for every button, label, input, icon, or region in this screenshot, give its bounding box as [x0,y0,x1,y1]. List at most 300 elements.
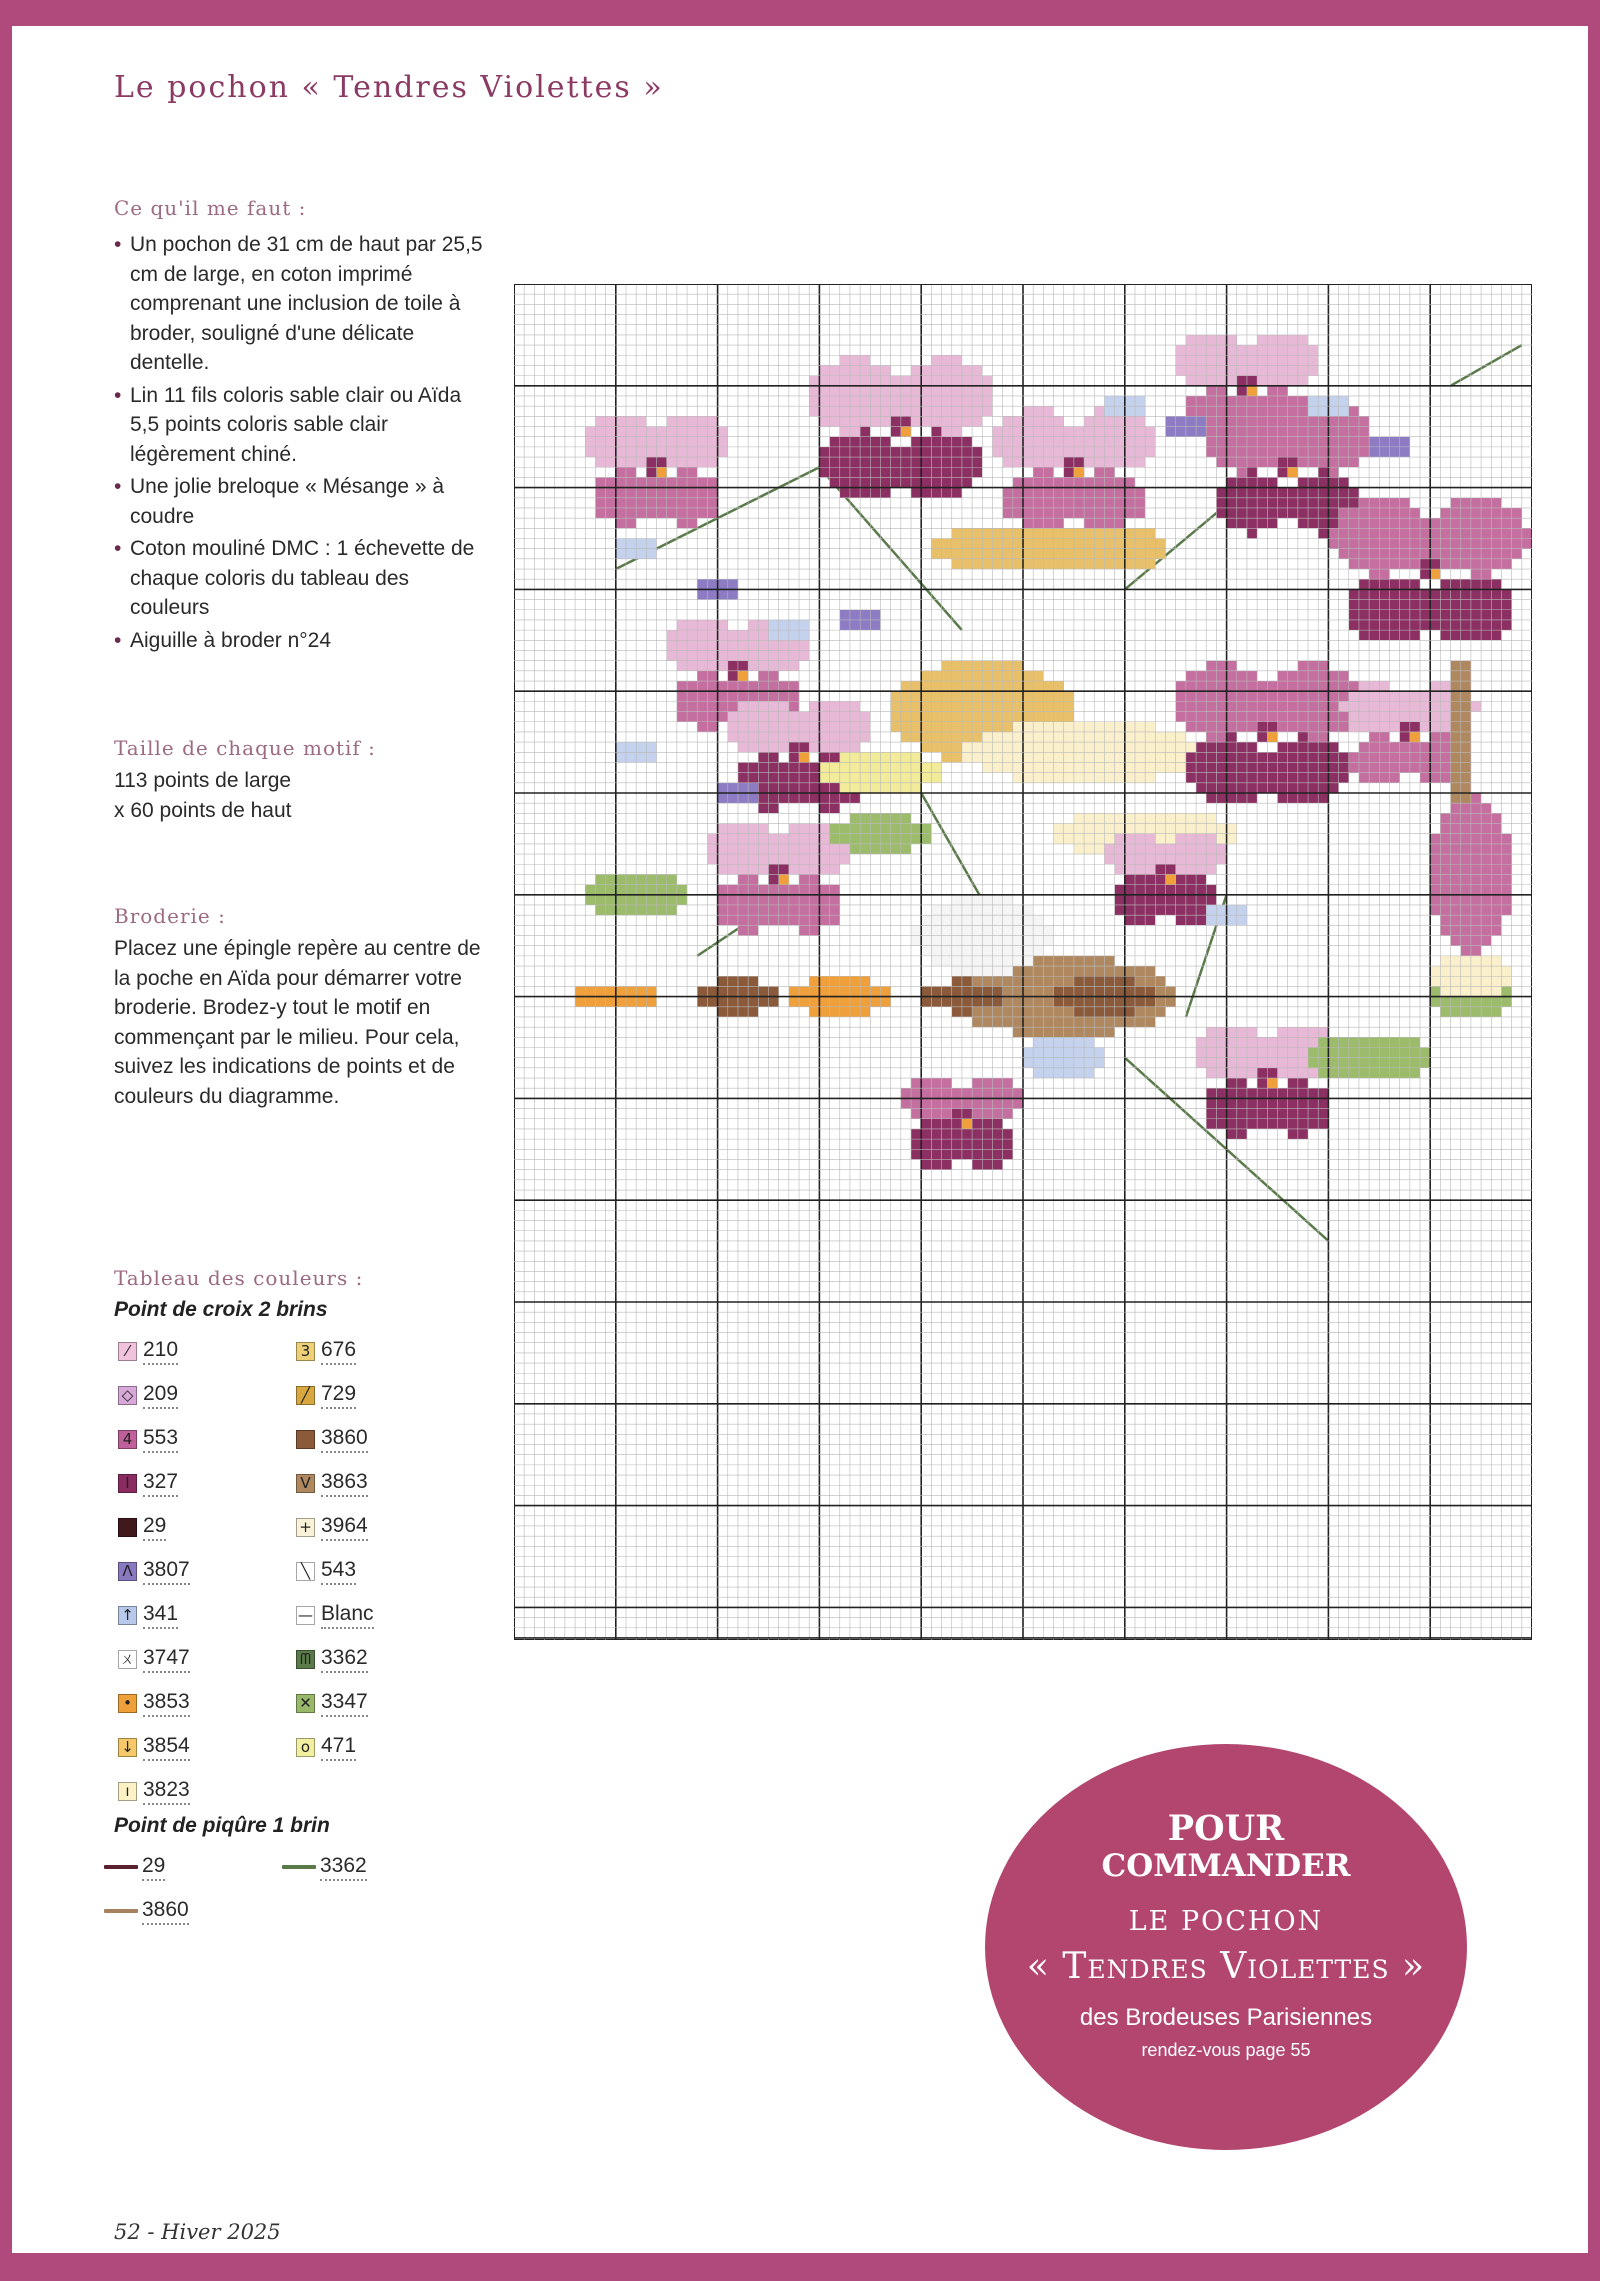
basket-base [1094,956,1104,966]
violet-5-petal [1359,447,1369,457]
basket-base [1074,1027,1084,1037]
basket-rim [1166,752,1176,762]
ribbon-left [585,997,595,1007]
basket-handle [982,549,992,559]
basket-body [942,712,952,722]
white-flower [1003,946,1013,956]
basket-rim [1094,773,1104,783]
basket-body [1033,701,1043,711]
violet-3-petal [1043,477,1053,487]
violet-12-petal [738,864,748,874]
pot [1440,854,1450,864]
violet-13-petal [1288,1058,1298,1068]
basket-base [1084,997,1094,1007]
violet-13-petal [1196,1048,1206,1058]
violet-8-petal [850,793,860,803]
violet-5-petal [1267,447,1277,457]
violet-8-petal [819,803,829,813]
violet-3-petal [1104,457,1114,467]
leaf [1369,1048,1379,1058]
violet-13-petal [1247,1088,1257,1098]
violet-13-petal [1308,1088,1318,1098]
violet-13-petal [1216,1048,1226,1058]
violet-13-petal [1227,1078,1237,1088]
pot [1491,915,1501,925]
violet-8-petal [758,742,768,752]
violet-11-petal [1145,844,1155,854]
small-flower [1033,1068,1043,1078]
violet-6-petal [1420,539,1430,549]
violet-6-petal [1400,539,1410,549]
violet-14-eye [962,1119,972,1129]
white-flower [942,946,952,956]
ribbon-mid [809,1007,819,1017]
violet-13-petal [1237,1037,1247,1047]
basket-body [942,732,952,742]
violet-6-petal [1491,630,1501,640]
violet-13-petal [1278,1088,1288,1098]
basket-handle [1155,549,1165,559]
violet-10-petal [1410,701,1420,711]
violet-5-petal [1298,498,1308,508]
violet-8-petal [758,752,768,762]
violet-3-petal [1074,508,1084,518]
violet-2-petal [830,437,840,447]
violet-10-petal [1440,691,1450,701]
violet-5-eye [1288,467,1298,477]
violet-11-petal [1104,854,1114,864]
violet-8-petal [738,722,748,732]
basket-base [1074,997,1084,1007]
small-flower [1176,416,1186,426]
small-flower [1074,1068,1084,1078]
pot [1461,834,1471,844]
leaf [1410,1068,1420,1078]
violet-13-petal [1267,1058,1277,1068]
violet-2-petal [840,396,850,406]
violet-5-petal [1298,437,1308,447]
basket-body [1054,701,1064,711]
violet-14-petal [952,1088,962,1098]
violet-2-petal [840,365,850,375]
basket-base [1033,1027,1043,1037]
ribbon-mid [850,986,860,996]
violet-10-petal [1349,762,1359,772]
basket-handle [1054,539,1064,549]
pot [1471,803,1481,813]
small-flower [1339,396,1349,406]
violet-12-petal [748,824,758,834]
violet-5-petal [1227,406,1237,416]
pot-stem [1451,671,1461,681]
leaf [636,874,646,884]
white-flower [1013,915,1023,925]
basket-handle [1003,539,1013,549]
violet-11-center [1155,864,1165,874]
basket-body [942,671,952,681]
violet-3-petal [1094,488,1104,498]
violet-9-petal [1257,691,1267,701]
violet-6-petal [1491,559,1501,569]
basket-handle [1013,528,1023,538]
violet-5-petal [1206,427,1216,437]
leaf [911,824,921,834]
violet-1-petal [687,498,697,508]
violet-3-petal [1135,447,1145,457]
violet-13-petal [1288,1037,1298,1047]
violet-6-petal [1389,630,1399,640]
violet-12-petal [728,905,738,915]
violet-2-petal [931,467,941,477]
violet-4-petal [1216,396,1226,406]
basket-handle [1104,528,1114,538]
pot-stem [1451,701,1461,711]
color-key-3853 [118,1688,190,1718]
basket-rim [1125,752,1135,762]
basket-base [1125,1007,1135,1017]
violet-8-petal [840,701,850,711]
basket-body [952,671,962,681]
violet-8-petal [758,783,768,793]
small-flower [1389,447,1399,457]
ribbon-mid [870,986,880,996]
basket-base [1003,976,1013,986]
violet-12-petal [718,834,728,844]
violet-10-center [1400,732,1410,742]
violet-5-petal [1237,427,1247,437]
violet-6-petal [1481,600,1491,610]
basket-rim [1023,742,1033,752]
violet-7-petal [697,661,707,671]
violet-12-petal [809,864,819,874]
violet-1-petal [616,427,626,437]
violet-3-petal [1104,427,1114,437]
violet-6-petal [1379,539,1389,549]
violet-2-petal [942,386,952,396]
violet-6-petal [1491,579,1501,589]
violet-6-petal [1349,508,1359,518]
violet-14-petal [952,1149,962,1159]
violet-3-petal [1054,457,1064,467]
violet-2-petal [830,386,840,396]
violet-3-petal [1145,427,1155,437]
violet-1-petal [687,416,697,426]
violet-6-petal [1379,589,1389,599]
white-flower [931,915,941,925]
violet-9-petal [1247,752,1257,762]
violet-4-petal [1237,345,1247,355]
violet-9-petal [1227,773,1237,783]
pot [1461,915,1471,925]
pot-band [1501,966,1511,976]
violet-1-petal [707,457,717,467]
basket-base [1033,997,1043,1007]
violet-3-petal [1033,416,1043,426]
pot [1461,864,1471,874]
white-flower [942,905,952,915]
violet-10-petal [1389,722,1399,732]
pot [1481,915,1491,925]
violet-7-petal [738,691,748,701]
violet-11-petal [1186,854,1196,864]
violet-1-petal [657,437,667,447]
violet-2-petal [819,467,829,477]
violet-13-petal [1257,1058,1267,1068]
basket-rim [972,742,982,752]
violet-13-petal [1278,1119,1288,1129]
violet-5-petal [1308,477,1318,487]
violet-1-petal [718,447,728,457]
violet-1-petal [606,508,616,518]
violet-8-petal [840,722,850,732]
ribbon-mid [830,997,840,1007]
violet-4-petal [1278,396,1288,406]
violet-7-petal [707,661,717,671]
ribbon-knot [718,986,728,996]
violet-5-petal [1328,508,1338,518]
violet-11-petal [1206,864,1216,874]
basket-body [891,722,901,732]
violet-5-petal [1328,467,1338,477]
small-flower [779,620,789,630]
leaf [830,834,840,844]
violet-3-petal [1125,488,1135,498]
violet-8-petal [779,762,789,772]
violet-4-petal [1206,355,1216,365]
ribbon-mid [809,986,819,996]
violet-4-petal [1298,355,1308,365]
violet-1-petal [616,437,626,447]
violet-3-petal [1043,457,1053,467]
leaf [921,834,931,844]
leaf [1461,1007,1471,1017]
violet-2-petal [860,396,870,406]
basket-base [992,1017,1002,1027]
leaf [880,813,890,823]
violet-11-center [1166,864,1176,874]
leaf [891,824,901,834]
basket-handle [962,539,972,549]
small-flower [718,579,728,589]
violet-5-petal [1267,427,1277,437]
violet-5-petal [1328,457,1338,467]
violet-8-petal [830,742,840,752]
pot [1430,864,1440,874]
basket-rim [1064,752,1074,762]
violet-11-petal [1206,885,1216,895]
ribbon-mid [789,997,799,1007]
leaf [891,834,901,844]
violet-10-petal [1400,701,1410,711]
violet-6-petal [1481,630,1491,640]
violet-2-petal [942,355,952,365]
violet-2-petal [891,457,901,467]
violet-11-petal [1186,885,1196,895]
violet-9-center [1257,732,1267,742]
basket-body [1003,701,1013,711]
violet-3-petal [1125,477,1135,487]
small-flower [1237,915,1247,925]
ribbon-left [616,986,626,996]
violet-5-petal [1237,457,1247,467]
violet-6-petal [1481,589,1491,599]
basket-base [1013,997,1023,1007]
violet-10-petal [1369,712,1379,722]
ribbon-knot [921,997,931,1007]
violet-6-petal [1430,589,1440,599]
small-flower [707,579,717,589]
violet-12-petal [809,905,819,915]
violet-12-petal [819,864,829,874]
violet-5-petal [1247,498,1257,508]
basket-body [901,712,911,722]
basket-rim [1054,742,1064,752]
basket-handle [1033,549,1043,559]
basket-handle [992,528,1002,538]
violet-14-petal [1013,1098,1023,1108]
violet-6-petal [1400,498,1410,508]
violet-9-petal [1186,681,1196,691]
pot [1451,803,1461,813]
violet-9-eye [1267,732,1277,742]
violet-2-petal [870,457,880,467]
basket-handle [1003,528,1013,538]
violet-8-petal [748,701,758,711]
violet-11-petal [1186,895,1196,905]
leaf [1369,1068,1379,1078]
basket-rim [1074,813,1084,823]
leaf-light [870,783,880,793]
basket-rim [1176,742,1186,752]
basket-base [1084,1007,1094,1017]
white-flower [1043,925,1053,935]
small-flower [1033,1058,1043,1068]
basket-base [1064,986,1074,996]
violet-10-petal [1440,712,1450,722]
violet-9-petal [1298,661,1308,671]
violet-11-petal [1135,864,1145,874]
violet-7-petal [697,650,707,660]
violet-11-petal [1145,905,1155,915]
violet-2-petal [840,416,850,426]
color-key-543 [296,1556,356,1586]
violet-13-petal [1237,1078,1247,1088]
violet-9-petal [1288,742,1298,752]
violet-8-petal [830,803,840,813]
violet-2-petal [840,457,850,467]
violet-9-petal [1318,752,1328,762]
basket-rim [1074,762,1084,772]
pot-stem [1461,793,1471,803]
basket-rim [1135,742,1145,752]
violet-12-petal [748,834,758,844]
basket-rim [1074,722,1084,732]
violet-2-petal [860,477,870,487]
violet-1-petal [606,457,616,467]
violet-8-petal [860,732,870,742]
leaf [1400,1068,1410,1078]
violet-13-petal [1216,1037,1226,1047]
violet-3-petal [1125,457,1135,467]
basket-body [931,712,941,722]
basket-body [972,661,982,671]
pot-band [1471,966,1481,976]
violet-3-petal [1115,477,1125,487]
violet-3-petal [1104,508,1114,518]
size-width: 113 points de large [114,769,292,792]
violet-8-petal [799,712,809,722]
violet-7-petal [779,650,789,660]
violet-9-petal [1308,762,1318,772]
leaf [911,834,921,844]
violet-14-petal [972,1078,982,1088]
basket-handle [1115,559,1125,569]
violet-13-petal [1237,1058,1247,1068]
ribbon-knot [738,997,748,1007]
white-flower [942,925,952,935]
violet-4-petal [1186,335,1196,345]
violet-9-petal [1298,732,1308,742]
violet-7-petal [718,640,728,650]
violet-8-center [799,742,809,752]
pot-stem [1451,732,1461,742]
white-flower [982,905,992,915]
leaf [880,824,890,834]
basket-body [931,701,941,711]
violet-12-petal [809,844,819,854]
pot [1440,895,1450,905]
leaf [636,895,646,905]
basket-rim [1135,762,1145,772]
violet-12-petal [738,844,748,854]
violet-12-petal [809,925,819,935]
white-flower [962,905,972,915]
violet-10-petal [1379,773,1389,783]
violet-6-petal [1512,508,1522,518]
violet-6-petal [1461,498,1471,508]
white-flower [992,936,1002,946]
violet-2-petal [880,467,890,477]
pot [1501,864,1511,874]
violet-5-petal [1227,498,1237,508]
violet-2-petal [830,477,840,487]
violet-6-center [1420,569,1430,579]
color-key-676 [296,1336,356,1366]
violet-9-petal [1216,732,1226,742]
color-swatch: — [298,1605,313,1624]
color-key-471 [296,1732,356,1762]
violet-12-petal [707,844,717,854]
violet-6-petal [1471,569,1481,579]
basket-handle [1084,528,1094,538]
violet-8-petal [769,793,779,803]
pot-band [1491,966,1501,976]
violet-12-petal [799,895,809,905]
violet-2-petal [880,477,890,487]
small-flower [769,620,779,630]
basket-base [1064,1027,1074,1037]
violet-9-petal [1227,742,1237,752]
ribbon-knot [718,997,728,1007]
violet-9-petal [1216,661,1226,671]
basket-handle [1115,539,1125,549]
violet-12-petal [769,844,779,854]
order-badge[interactable] [985,1744,1467,2150]
violet-12-petal [809,824,819,834]
violet-5-petal [1349,406,1359,416]
violet-14-petal [942,1149,952,1159]
violet-13-petal [1257,1088,1267,1098]
